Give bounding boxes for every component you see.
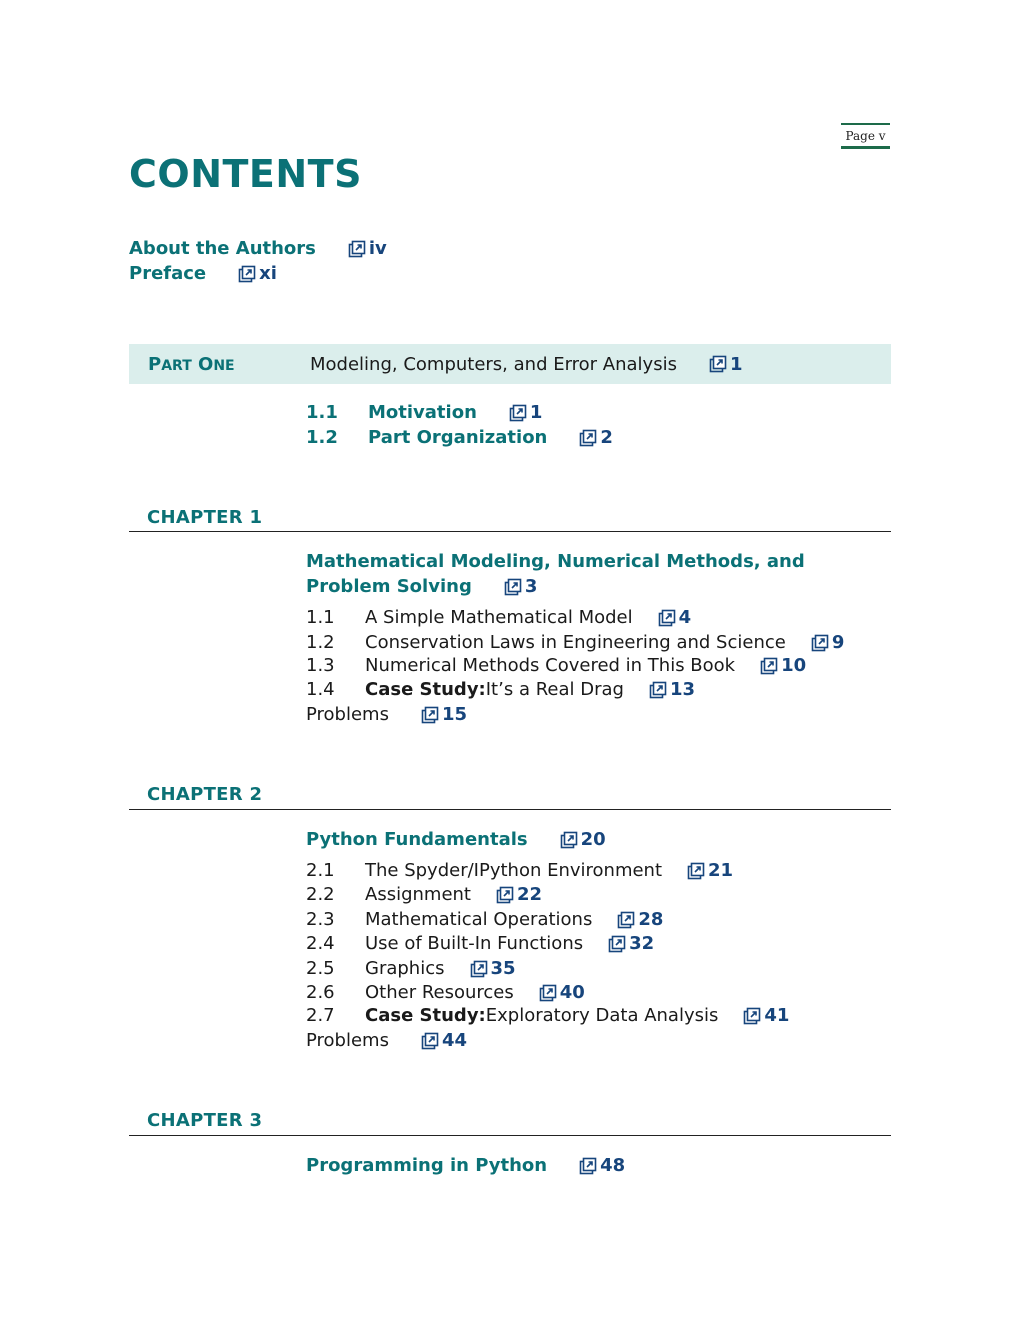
chapter-title-text: Problem Solving — [306, 576, 472, 597]
chapter-title-text: Programming in Python — [306, 1155, 548, 1176]
section-number: 2.3 — [306, 909, 335, 930]
page-link[interactable]: 1 — [529, 402, 543, 423]
page-link[interactable]: 3 — [524, 576, 538, 597]
page-link[interactable]: 32 — [629, 933, 655, 954]
section-title: Numerical Methods Covered in This Book — [365, 655, 736, 676]
section-number: 1.2 — [306, 427, 338, 448]
external-link-icon[interactable] — [579, 1157, 597, 1175]
section-number: 1.2 — [306, 632, 335, 653]
section-bold-prefix: Case Study: — [365, 679, 486, 700]
section-title: A Simple Mathematical Model — [365, 607, 633, 628]
page-title: CONTENTS — [129, 152, 362, 196]
problems-label: Problems — [306, 704, 389, 725]
part-label-smallcaps: ART — [161, 357, 192, 374]
section-number: 2.1 — [306, 860, 335, 881]
section-title: The Spyder/IPython Environment — [365, 860, 663, 881]
section-number: 2.6 — [306, 982, 335, 1003]
external-link-icon[interactable] — [560, 831, 578, 849]
section-number: 1.4 — [306, 679, 335, 700]
chapter-title-line — [306, 574, 866, 599]
section-bold-prefix: Case Study: — [365, 1005, 486, 1026]
section-entry[interactable] — [306, 1004, 789, 1028]
page-link[interactable]: 4 — [678, 607, 692, 628]
external-link-icon[interactable] — [658, 609, 676, 627]
external-link-icon[interactable] — [649, 681, 667, 699]
page-link[interactable]: 44 — [441, 1030, 468, 1051]
page-link[interactable]: xi — [259, 263, 277, 284]
external-link-icon[interactable] — [348, 240, 366, 258]
toc-entry-label: About the Authors — [129, 238, 316, 259]
section-number: 1.3 — [306, 655, 335, 676]
chapter-title[interactable] — [306, 549, 866, 599]
section-number: 2.7 — [306, 1005, 335, 1026]
section-entry[interactable] — [306, 932, 654, 956]
section-number: 2.4 — [306, 933, 335, 954]
part-label-letter: P — [148, 353, 162, 375]
section-entry[interactable] — [306, 859, 733, 883]
section-entry[interactable] — [306, 654, 806, 678]
external-link-icon[interactable] — [421, 1032, 439, 1050]
chapter-divider — [129, 1135, 891, 1136]
external-link-icon[interactable] — [504, 578, 522, 596]
chapter-title-line — [306, 549, 866, 574]
external-link-icon[interactable] — [760, 657, 778, 675]
page-link[interactable]: 21 — [708, 860, 734, 881]
external-link-icon[interactable] — [709, 355, 727, 373]
external-link-icon[interactable] — [617, 911, 635, 929]
page-number-badge: Page v — [841, 123, 890, 149]
part-label-smallcaps: NE — [213, 357, 235, 374]
chapter-title[interactable] — [306, 827, 866, 852]
chapter-divider — [129, 531, 891, 532]
page-link[interactable]: 1 — [729, 353, 743, 375]
toc-entry-label: Preface — [129, 263, 207, 284]
chapter-title-line — [306, 827, 866, 852]
page-link[interactable]: 20 — [580, 829, 606, 850]
section-entry[interactable] — [306, 678, 695, 702]
chapter-title-text: Python Fundamentals — [306, 829, 528, 850]
section-number: 1.1 — [306, 607, 335, 628]
page-link[interactable]: 22 — [516, 884, 543, 905]
page-link[interactable]: 35 — [490, 958, 516, 979]
external-link-icon[interactable] — [539, 984, 557, 1002]
section-title: Conservation Laws in Engineering and Science — [365, 632, 786, 653]
section-number: 2.2 — [306, 884, 335, 905]
external-link-icon[interactable] — [608, 935, 626, 953]
part-section[interactable] — [306, 426, 613, 450]
page-link[interactable]: 2 — [600, 427, 613, 448]
section-title: Graphics — [365, 958, 445, 979]
problems-label: Problems — [306, 1030, 389, 1051]
chapter-divider — [129, 809, 891, 810]
section-entry[interactable] — [306, 981, 585, 1005]
section-title: Exploratory Data Analysis — [485, 1005, 719, 1026]
section-title: Mathematical Operations — [365, 909, 593, 930]
section-number: 2.5 — [306, 958, 335, 979]
section-title: Assignment — [365, 884, 471, 905]
section-entry[interactable] — [306, 631, 844, 655]
chapter-title-text: Mathematical Modeling, Numerical Methods, and — [306, 551, 805, 572]
section-title: Motivation — [368, 402, 477, 423]
section-entry[interactable] — [306, 606, 691, 630]
section-entry[interactable] — [306, 908, 663, 932]
problems-entry[interactable] — [306, 1029, 467, 1053]
external-link-icon[interactable] — [421, 706, 439, 724]
chapter-title-line — [306, 1153, 866, 1178]
chapter-heading: CHAPTER 2 — [147, 784, 263, 805]
toc-entry-preface[interactable] — [129, 263, 277, 284]
page-link[interactable]: 15 — [441, 704, 468, 725]
section-entry[interactable] — [306, 957, 516, 981]
toc-entry-about-authors[interactable] — [129, 238, 387, 259]
chapter-title[interactable] — [306, 1153, 866, 1178]
page-link[interactable]: 10 — [781, 655, 807, 676]
external-link-icon[interactable] — [743, 1007, 761, 1025]
section-title: Part Organization — [368, 427, 548, 448]
section-title: Other Resources — [365, 982, 514, 1003]
page-link[interactable]: 9 — [831, 632, 845, 653]
external-link-icon[interactable] — [811, 634, 829, 652]
external-link-icon[interactable] — [509, 404, 527, 422]
section-number: 1.1 — [306, 402, 338, 423]
part-label-letter: O — [191, 353, 214, 375]
page-link[interactable]: 41 — [764, 1005, 790, 1026]
chapter-heading: CHAPTER 1 — [147, 507, 263, 528]
chapter-heading: CHAPTER 3 — [147, 1110, 263, 1131]
page-link[interactable]: 13 — [669, 679, 695, 700]
part-title-text: Modeling, Computers, and Error Analysis — [310, 353, 677, 375]
part-title[interactable] — [310, 354, 743, 375]
page-link[interactable]: 28 — [638, 909, 664, 930]
part-section[interactable] — [306, 401, 542, 425]
section-entry[interactable] — [306, 883, 542, 907]
section-title: Use of Built-In Functions — [365, 933, 584, 954]
external-link-icon[interactable] — [496, 886, 514, 904]
part-label — [148, 354, 310, 375]
section-title: It’s a Real Drag — [485, 679, 624, 700]
external-link-icon[interactable] — [687, 862, 705, 880]
external-link-icon[interactable] — [470, 960, 488, 978]
page-link[interactable]: iv — [368, 238, 387, 259]
page-link[interactable]: 48 — [600, 1155, 626, 1176]
external-link-icon[interactable] — [579, 429, 597, 447]
part-one-band — [129, 344, 891, 384]
external-link-icon[interactable] — [238, 265, 256, 283]
page-link[interactable]: 40 — [559, 982, 585, 1003]
problems-entry[interactable] — [306, 703, 467, 727]
